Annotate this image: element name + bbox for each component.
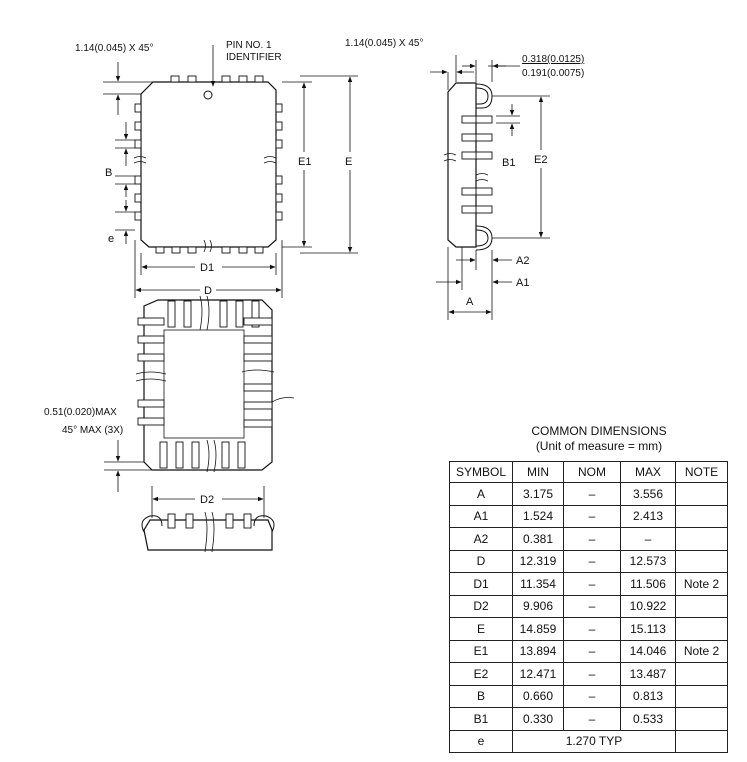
side-view (345, 38, 584, 320)
dim-a2-label: A2 (516, 255, 530, 267)
dim-b1-label: B1 (502, 157, 516, 169)
cell-min: 11.354 (513, 573, 564, 596)
cell-nom: – (564, 573, 621, 596)
cell-min: 1.524 (513, 505, 564, 528)
cell-symbol: E1 (450, 640, 513, 663)
cell-nom: – (564, 528, 621, 551)
header-nom: NOM (564, 462, 621, 483)
cell-min: 12.471 (513, 663, 564, 686)
dim-d2-label: D2 (200, 494, 215, 506)
cell-max: 11.506 (621, 573, 676, 596)
cell-symbol: e (450, 730, 513, 753)
cell-min: 0.381 (513, 528, 564, 551)
cell-min: 14.859 (513, 618, 564, 641)
table-subtitle: (Unit of measure = mm) (535, 439, 663, 453)
cell-note (676, 730, 728, 753)
table-title: COMMON DIMENSIONS (531, 424, 667, 438)
table-row (450, 685, 728, 708)
cell-nom: – (564, 708, 621, 731)
dim-e-label: E (345, 156, 353, 168)
cell-symbol: D (450, 550, 513, 573)
cell-max: 14.046 (621, 640, 676, 663)
cell-max: 15.113 (621, 618, 676, 641)
common-dimensions-table (449, 461, 728, 753)
chamfer-bottom-label-line1: 0.51(0.020)MAX (44, 407, 117, 418)
cell-note (676, 528, 728, 551)
table-row (450, 595, 728, 618)
cell-symbol: E2 (450, 663, 513, 686)
cell-note: Note 2 (676, 640, 728, 663)
dim-d-label: D (204, 285, 212, 297)
table-row (450, 663, 728, 686)
table-row (450, 618, 728, 641)
header-symbol: SYMBOL (450, 462, 513, 483)
cell-note (676, 663, 728, 686)
cell-nom: – (564, 505, 621, 528)
pin-identifier-label-line2: IDENTIFIER (226, 52, 282, 63)
table-row-last (450, 730, 728, 753)
header-min: MIN (513, 462, 564, 483)
side-view-body (448, 83, 476, 247)
chamfer-bottom-label-line2: 45° MAX (3X) (62, 425, 124, 436)
cell-max: 10.922 (621, 595, 676, 618)
lead-thickness-max-label: 0.318(0.0125) (522, 54, 585, 65)
dim-b-label: B (105, 167, 113, 179)
table-header-row (450, 462, 728, 483)
cell-min: 13.894 (513, 640, 564, 663)
cell-nom: – (564, 595, 621, 618)
cell-symbol: D2 (450, 595, 513, 618)
cell-symbol: D1 (450, 573, 513, 596)
end-view (142, 512, 274, 552)
dim-e-pitch-label: e (108, 233, 115, 245)
cell-min: 3.175 (513, 483, 564, 506)
top-edge-pads (171, 76, 263, 82)
cell-note (676, 505, 728, 528)
table-row (450, 640, 728, 663)
cell-max: 3.556 (621, 483, 676, 506)
dim-e1-label: E1 (298, 156, 312, 168)
lead-thickness-min-label: 0.191(0.0075) (522, 68, 585, 79)
table-row (450, 483, 728, 506)
cell-max: 13.487 (621, 663, 676, 686)
cell-nom: – (564, 685, 621, 708)
cell-note (676, 483, 728, 506)
header-note: NOTE (676, 462, 728, 483)
cell-max: 12.573 (621, 550, 676, 573)
table-row (450, 528, 728, 551)
table-row (450, 708, 728, 731)
cell-max: 0.533 (621, 708, 676, 731)
dim-e2-label: E2 (534, 154, 548, 166)
cell-note (676, 595, 728, 618)
chamfer-top-left-label: 1.14(0.045) X 45° (75, 43, 154, 54)
table-body (450, 483, 728, 753)
top-view (75, 40, 358, 298)
bottom-view (44, 296, 294, 518)
cell-note: Note 2 (676, 573, 728, 596)
cell-max: – (621, 528, 676, 551)
cell-symbol: A2 (450, 528, 513, 551)
cell-note (676, 708, 728, 731)
cell-note (676, 618, 728, 641)
cell-min: 9.906 (513, 595, 564, 618)
dim-d1-label: D1 (200, 262, 215, 274)
table-row (450, 573, 728, 596)
pin-identifier-label-line1: PIN NO. 1 (226, 40, 272, 51)
cell-nom: – (564, 550, 621, 573)
cell-symbol: B1 (450, 708, 513, 731)
dimensions-table-title (449, 424, 747, 454)
table-row (450, 550, 728, 573)
table-row (450, 505, 728, 528)
cell-symbol: B (450, 685, 513, 708)
cell-symbol: E (450, 618, 513, 641)
header-max: MAX (621, 462, 676, 483)
cell-max: 2.413 (621, 505, 676, 528)
cell-min: 12.319 (513, 550, 564, 573)
dim-a-label: A (466, 296, 474, 308)
cell-min: 0.330 (513, 708, 564, 731)
cell-nom: – (564, 618, 621, 641)
chamfer-side-view-label: 1.14(0.045) X 45° (345, 38, 424, 49)
cell-nom: – (564, 663, 621, 686)
cell-max: 0.813 (621, 685, 676, 708)
dim-a1-label: A1 (516, 277, 530, 289)
top-view-body (141, 82, 276, 247)
cell-nom: – (564, 640, 621, 663)
cell-symbol: A1 (450, 505, 513, 528)
cell-note (676, 685, 728, 708)
cell-symbol: A (450, 483, 513, 506)
cell-nom: – (564, 483, 621, 506)
cell-note (676, 550, 728, 573)
cell-typical-value: 1.270 TYP (513, 730, 676, 753)
cell-min: 0.660 (513, 685, 564, 708)
